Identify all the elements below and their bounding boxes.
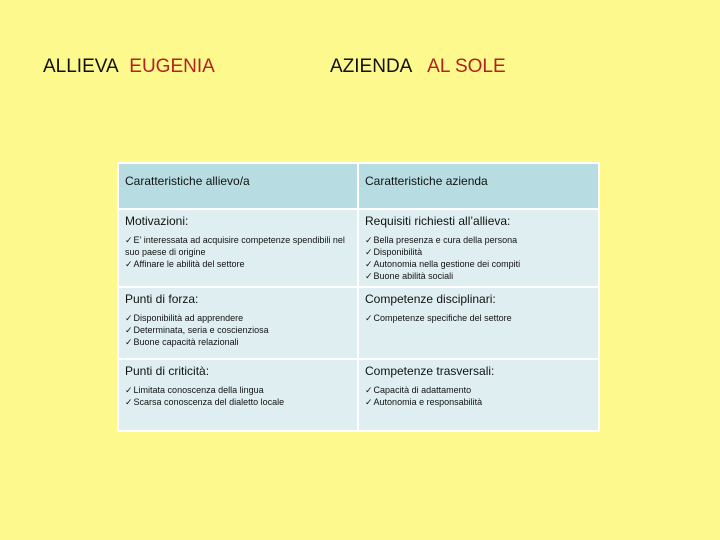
list-item: ✓Scarsa conoscenza del dialetto locale bbox=[125, 397, 285, 407]
checkmark-icon: ✓ bbox=[125, 385, 133, 395]
cell-disciplinary-skills bbox=[358, 287, 599, 359]
table-row bbox=[118, 287, 599, 359]
company-name: AL SOLE bbox=[427, 56, 506, 77]
header-company-label: Caratteristiche azienda bbox=[365, 174, 488, 188]
section-title: Punti di forza: bbox=[125, 292, 199, 306]
checkmark-icon: ✓ bbox=[125, 259, 133, 269]
checkmark-icon: ✓ bbox=[125, 313, 133, 323]
list-item: ✓Capacità di adattamento bbox=[365, 385, 472, 395]
list-item: ✓Disponibilità bbox=[365, 247, 423, 257]
item-list bbox=[365, 234, 592, 282]
checkmark-icon: ✓ bbox=[365, 247, 373, 257]
list-item: ✓Limitata conoscenza della lingua bbox=[125, 385, 264, 395]
list-item: ✓Determinata, seria e coscienziosa bbox=[125, 325, 269, 335]
checkmark-icon: ✓ bbox=[125, 397, 133, 407]
header-cell-student bbox=[118, 163, 358, 209]
checkmark-icon: ✓ bbox=[365, 259, 373, 269]
header-student-label: Caratteristiche allievo/a bbox=[125, 174, 250, 188]
checkmark-icon: ✓ bbox=[365, 271, 373, 281]
company-label: AZIENDA bbox=[330, 56, 413, 77]
checkmark-icon: ✓ bbox=[365, 235, 373, 245]
list-item: ✓Buone capacità relazionali bbox=[125, 337, 239, 347]
header-cell-company bbox=[358, 163, 599, 209]
checkmark-icon: ✓ bbox=[125, 235, 133, 245]
checkmark-icon: ✓ bbox=[125, 325, 133, 335]
checkmark-icon: ✓ bbox=[365, 397, 373, 407]
cell-requirements bbox=[358, 209, 599, 287]
item-list bbox=[365, 384, 592, 408]
student-name: EUGENIA bbox=[129, 56, 215, 77]
student-heading bbox=[43, 56, 215, 78]
cell-transversal-skills bbox=[358, 359, 599, 431]
list-item: ✓Competenze specifiche del settore bbox=[365, 313, 512, 323]
list-item: ✓E’ interessata ad acquisire competenze spendibili nel suo paese di origine bbox=[125, 235, 345, 257]
list-item: ✓Bella presenza e cura della persona bbox=[365, 235, 518, 245]
section-title: Competenze disciplinari: bbox=[365, 292, 496, 306]
cell-weaknesses bbox=[118, 359, 358, 431]
list-item: ✓Affinare le abilità del settore bbox=[125, 259, 245, 269]
item-list bbox=[125, 312, 351, 348]
item-list bbox=[365, 312, 592, 324]
list-item: ✓Autonomia nella gestione dei compiti bbox=[365, 259, 521, 269]
checkmark-icon: ✓ bbox=[125, 337, 133, 347]
section-title: Competenze trasversali: bbox=[365, 364, 495, 378]
comparison-table bbox=[117, 162, 600, 432]
cell-strengths bbox=[118, 287, 358, 359]
table-header-row bbox=[118, 163, 599, 209]
checkmark-icon: ✓ bbox=[365, 385, 373, 395]
item-list bbox=[125, 234, 351, 270]
table-row bbox=[118, 209, 599, 287]
section-title: Motivazioni: bbox=[125, 214, 189, 228]
cell-motivations bbox=[118, 209, 358, 287]
student-label: ALLIEVA bbox=[43, 56, 119, 77]
table-row bbox=[118, 359, 599, 431]
section-title: Requisiti richiesti all’allieva: bbox=[365, 214, 511, 228]
item-list bbox=[125, 384, 351, 408]
list-item: ✓Buone abilità sociali bbox=[365, 271, 454, 281]
list-item: ✓Disponibilità ad apprendere bbox=[125, 313, 244, 323]
section-title: Punti di criticità: bbox=[125, 364, 210, 378]
company-heading bbox=[330, 56, 506, 78]
checkmark-icon: ✓ bbox=[365, 313, 373, 323]
list-item: ✓Autonomia e responsabilità bbox=[365, 397, 483, 407]
